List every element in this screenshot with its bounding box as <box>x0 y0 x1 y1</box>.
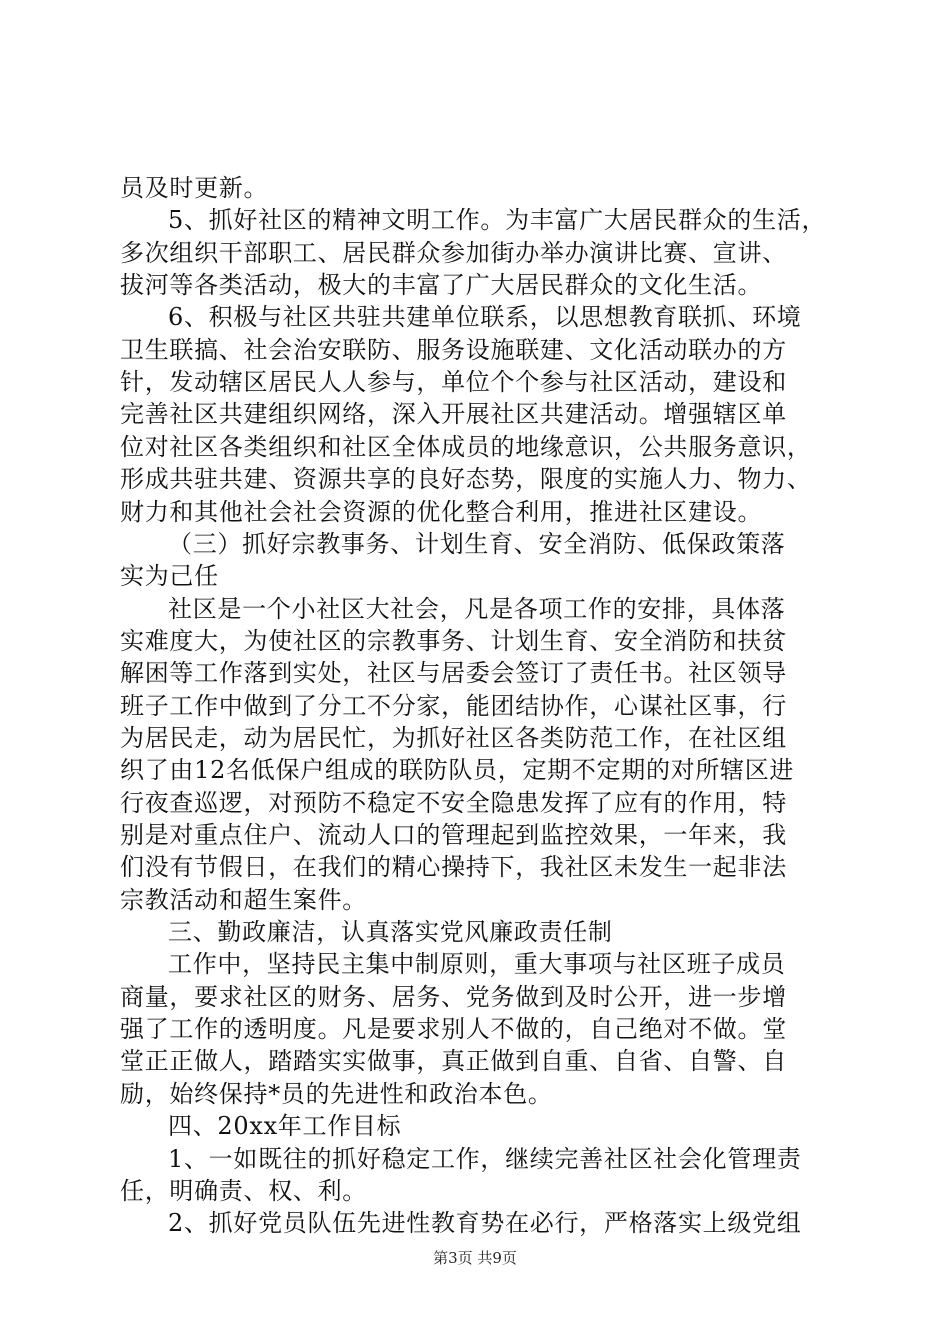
text-line: 多次组织干部职工、居民群众参加街办举办演讲比赛、宣讲、 <box>120 238 787 267</box>
text-line: 财力和其他社会社会资源的优化整合利用，推进社区建设。 <box>120 497 763 526</box>
text-line: 完善社区共建组织网络，深入开展社区共建活动。增强辖区单 <box>120 400 787 429</box>
text-line: 6、积极与社区共驻共建单位联系，以思想教育联抓、环境 <box>168 303 802 332</box>
text-line: 强了工作的透明度。凡是要求别人不做的，自己绝对不做。堂 <box>120 1015 787 1044</box>
text-line: 形成共驻共建、资源共享的良好态势，限度的实施人力、物力、 <box>120 465 812 494</box>
text-line: 宗教活动和超生案件。 <box>120 885 367 914</box>
text-line: 社区是一个小社区大社会，凡是各项工作的安排，具体落 <box>168 594 786 623</box>
text-line: 三、勤政廉洁，认真落实党风廉政责任制 <box>168 918 613 947</box>
text-line: 商量，要求社区的财务、居务、党务做到及时公开，进一步增 <box>120 982 787 1011</box>
text-line: 卫生联搞、社会治安联防、服务设施联建、文化活动联办的方 <box>120 335 787 364</box>
page-footer: 第3页 共9页 <box>433 1249 517 1267</box>
text-line: 5、抓好社区的精神文明工作。为丰富广大居民群众的生活， <box>168 206 827 235</box>
text-line: 拔河等各类活动，极大的丰富了广大居民群众的文化生活。 <box>120 271 763 300</box>
text-line: 2、抓好党员队伍先进性教育势在必行，严格落实上级党组 <box>168 1209 802 1238</box>
text-line: 位对社区各类组织和社区全体成员的地缘意识，公共服务意识， <box>120 432 812 461</box>
text-line: 班子工作中做到了分工不分家，能团结协作，心谋社区事，行 <box>120 691 787 720</box>
text-line: 任，明确责、权、利。 <box>120 1176 367 1205</box>
text-line: 工作中，坚持民主集中制原则，重大事项与社区班子成员 <box>168 950 786 979</box>
text-line: 针，发动辖区居民人人参与，单位个个参与社区活动，建设和 <box>120 368 787 397</box>
text-line: 励，始终保持*员的先进性和政治本色。 <box>120 1079 553 1108</box>
text-line: 解困等工作落到实处，社区与居委会签订了责任书。社区领导 <box>120 659 787 688</box>
text-line: 四、20xx年工作目标 <box>168 1112 402 1141</box>
text-line: 实为己任 <box>120 562 219 591</box>
text-line: 实难度大，为使社区的宗教事务、计划生育、安全消防和扶贫 <box>120 626 787 655</box>
text-line: 堂正正做人，踏踏实实做事，真正做到自重、自省、自警、自 <box>120 1047 787 1076</box>
text-line: 别是对重点住户、流动人口的管理起到监控效果，一年来，我 <box>120 821 787 849</box>
text-line: 织了由12名低保户组成的联防队员，定期不定期的对所辖区进 <box>120 756 795 785</box>
text-line: 为居民走，动为居民忙，为抓好社区各类防范工作，在社区组 <box>120 723 787 752</box>
text-line: 行夜查巡逻，对预防不稳定不安全隐患发挥了应有的作用，特 <box>120 788 787 817</box>
text-line: 1、一如既往的抓好稳定工作，继续完善社区社会化管理责 <box>168 1144 802 1173</box>
text-line: 员及时更新。 <box>120 174 269 202</box>
text-line: 们没有节假日，在我们的精心操持下，我社区未发生一起非法 <box>120 853 787 882</box>
text-line: （三）抓好宗教事务、计划生育、安全消防、低保政策落 <box>168 529 786 558</box>
